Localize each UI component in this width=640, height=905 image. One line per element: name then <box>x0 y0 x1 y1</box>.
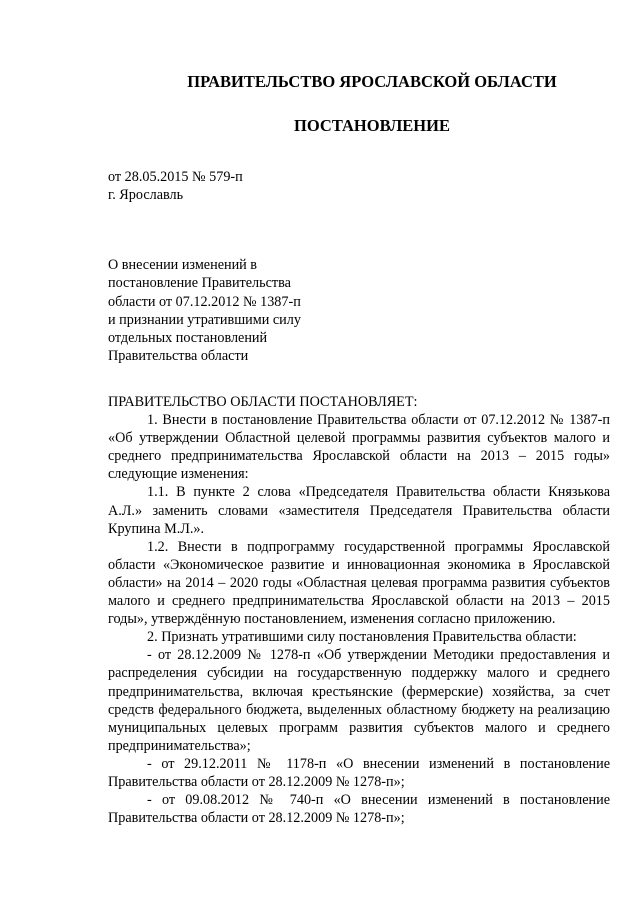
subject-line: О внесении изменений в <box>108 257 258 273</box>
paragraph-2: 2. Признать утратившими силу постановления Правительства области: <box>147 629 577 646</box>
subject-line: области от 07.12.2012 № 1387-п <box>108 293 301 310</box>
subject-line: постановление Правительства <box>108 275 291 292</box>
document-body <box>108 393 610 827</box>
city: г. Ярославль <box>108 187 184 203</box>
government-title: ПРАВИТЕЛЬСТВО ЯРОСЛАВСКОЙ ОБЛАСТИ <box>187 72 557 91</box>
subject-line: Правительства области <box>108 348 249 365</box>
subject-line: и признании утратившими силу <box>108 311 301 328</box>
document-meta <box>108 168 243 204</box>
paragraph-1: 1. Внести в постановление Правительства области от 07.12.2012 № 1387-п «Об утверждении Областной целевой программы развития субъектов малого и среднего предпринимательства Ярославской области на 2013 – 2015 годы» следующие изменения: <box>108 412 610 483</box>
document-type-title: ПОСТАНОВЛЕНИЕ <box>294 116 450 135</box>
subject-line: отдельных постановлений <box>108 330 268 347</box>
repealed-item: - от 29.12.2011 № 1178-п «О внесении изменений в постановление Правительства области от 28.12.2009 № 1278-п»; <box>108 755 610 790</box>
repealed-item: - от 28.12.2009 № 1278-п «Об утверждении Методики предоставления и распределения субсидии на государственную поддержку малого и среднего предпринимательства, включая крестьянские (фермерские) хозяйства, за счет средств федерального бюджета, выделенных областному бюджету на реализацию муниципальных целевых программ развития субъектов малого и среднего предпринимательства»; <box>108 647 610 754</box>
paragraph-1-1: 1.1. В пункте 2 слова «Председателя Правительства области Князькова А.Л.» заменить словами «заместителя Председателя Правительства области Крупина М.Л.». <box>108 484 610 537</box>
resolution-lead: ПРАВИТЕЛЬСТВО ОБЛАСТИ ПОСТАНОВЛЯЕТ: <box>108 394 418 410</box>
repealed-item: - от 09.08.2012 № 740-п «О внесении изменений в постановление Правительства области от 28.12.2009 № 1278-п»; <box>108 792 610 827</box>
date-and-number: от 28.05.2015 № 579-п <box>108 169 243 185</box>
document-subject <box>108 256 301 366</box>
paragraph-1-2: 1.2. Внести в подпрограмму государственной программы Ярославской области «Экономическое развитие и инновационная экономика в Ярославской области» на 2014 – 2020 годы «Областная целевая программа развития субъектов малого и среднего предпринимательства Ярославской области на 2013 – 2015 годы», утверждённую постановлением, изменения согласно приложению. <box>108 538 610 628</box>
